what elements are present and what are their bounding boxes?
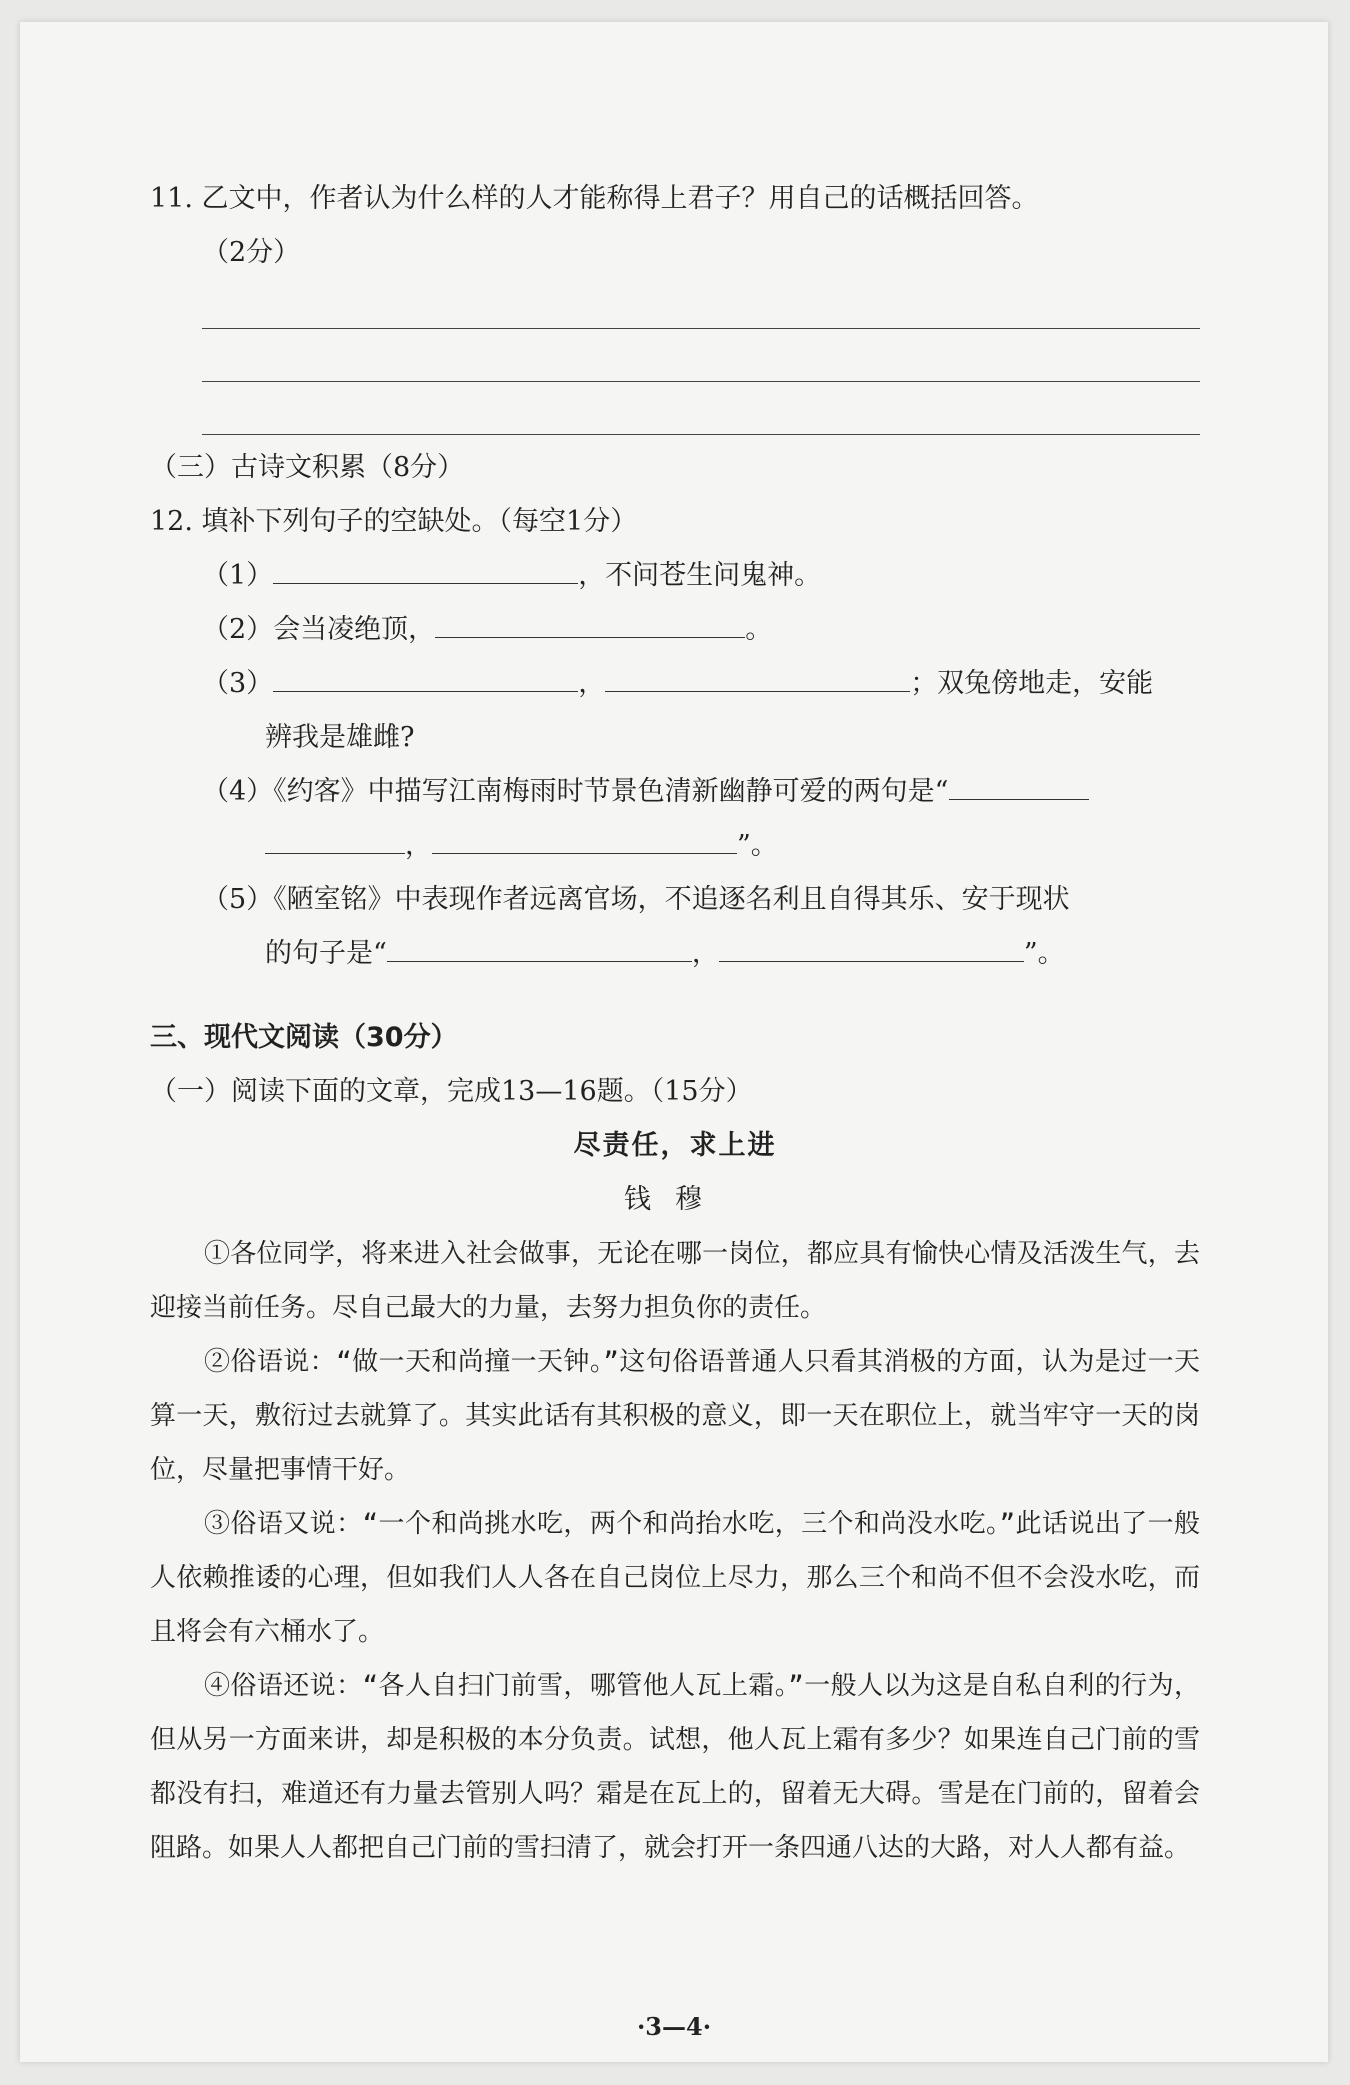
item-text: 《约客》中描写江南梅雨时节景色清新幽静可爱的两句是“ <box>273 776 949 807</box>
page-content <box>150 172 1200 1875</box>
subsection-heading: （一）阅读下面的文章，完成13—16题。（15分） <box>150 1076 753 1107</box>
q12-item-4 <box>150 765 1200 819</box>
article-paragraph-1: ①各位同学，将来进入社会做事，无论在哪一岗位，都应具有愉快心情及活泼生气，去迎接当前任务。尽自己最大的力量，去努力担负你的责任。 <box>150 1239 1200 1323</box>
q12-item-1 <box>150 549 1200 603</box>
fill-blank[interactable] <box>949 765 1089 800</box>
item-number: （3） <box>202 668 274 699</box>
fill-blank[interactable] <box>265 819 405 854</box>
page-number: ·3—4· <box>636 2012 712 2041</box>
item-number: （2） <box>202 614 274 645</box>
item-text: 的句子是“ <box>265 938 387 969</box>
item-text: 。 <box>745 614 773 645</box>
fill-blank[interactable] <box>435 603 745 638</box>
item-text: ”。 <box>737 830 778 861</box>
section-heading-poetry: （三）古诗文积累（8分） <box>150 452 465 483</box>
item-text: ”。 <box>1023 938 1065 969</box>
article-title: 尽责任，求上进 <box>573 1130 777 1161</box>
q12-item-2 <box>150 603 1200 657</box>
item-number: （4） <box>202 776 274 807</box>
item-text: 会当凌绝顶， <box>273 614 436 645</box>
question-11-score: （2分） <box>202 237 301 268</box>
item-text: ， <box>405 830 432 861</box>
question-11: 11. 乙文中，作者认为什么样的人才能称得上君子？用自己的话概括回答。 <box>150 183 1039 214</box>
q12-item-5 <box>150 873 1200 927</box>
item-number: （5） <box>202 884 274 915</box>
fill-blank[interactable] <box>273 657 578 692</box>
article-author: 钱穆 <box>624 1184 726 1215</box>
answer-line[interactable] <box>202 328 1200 329</box>
article-paragraph-2: ②俗语说：“做一天和尚撞一天钟。”这句俗语普通人只看其消极的方面，认为是过一天算一天，敷衍过去就算了。其实此话有其积极的意义，即一天在职位上，就当牢守一天的岗位，尽量把事情干好。 <box>150 1347 1200 1485</box>
item-text: ， <box>578 668 606 699</box>
q12-item-3 <box>150 657 1200 711</box>
answer-line[interactable] <box>202 381 1200 382</box>
fill-blank[interactable] <box>387 927 692 962</box>
q12-item-3-cont: 辨我是雄雌? <box>265 722 415 753</box>
q12-item-5-cont <box>150 927 1200 981</box>
fill-blank[interactable] <box>719 927 1024 962</box>
question-12: 12. 填补下列句子的空缺处。（每空1分） <box>150 506 638 537</box>
fill-blank[interactable] <box>273 549 578 584</box>
item-text: ， <box>691 938 719 969</box>
answer-line[interactable] <box>202 434 1200 435</box>
article-paragraph-3: ③俗语又说：“一个和尚挑水吃，两个和尚抬水吃，三个和尚没水吃。”此话说出了一般人依赖推诿的心理，但如我们人人各在自己岗位上尽力，那么三个和尚不但不会没水吃，而且将会有六桶水了。 <box>150 1509 1200 1647</box>
item-text: 《陋室铭》中表现作者远离官场，不追逐名利且自得其乐、安于现状 <box>273 884 1070 915</box>
item-number: （1） <box>202 560 274 591</box>
item-text: ，不问苍生问鬼神。 <box>578 560 822 591</box>
article-paragraph-4: ④俗语还说：“各人自扫门前雪，哪管他人瓦上霜。”一般人以为这是自私自利的行为，但从另一方面来讲，却是积极的本分负责。试想，他人瓦上霜有多少？如果连自己门前的雪都没有扫，难道还有力量去管别人吗？霜是在瓦上的，留着无大碍。雪是在门前的，留着会阻路。如果人人都把自己门前的雪扫清了，就会打开一条四通八达的大路，对人人都有益。 <box>150 1671 1200 1863</box>
exam-page <box>20 22 1328 2062</box>
q12-item-4-cont <box>150 819 1200 873</box>
fill-blank[interactable] <box>605 657 910 692</box>
item-text: ；双兔傍地走，安能 <box>910 668 1154 699</box>
fill-blank[interactable] <box>432 819 737 854</box>
section-heading-modern-reading: 三、现代文阅读（30分） <box>150 1022 458 1053</box>
answer-lines <box>150 280 1200 441</box>
